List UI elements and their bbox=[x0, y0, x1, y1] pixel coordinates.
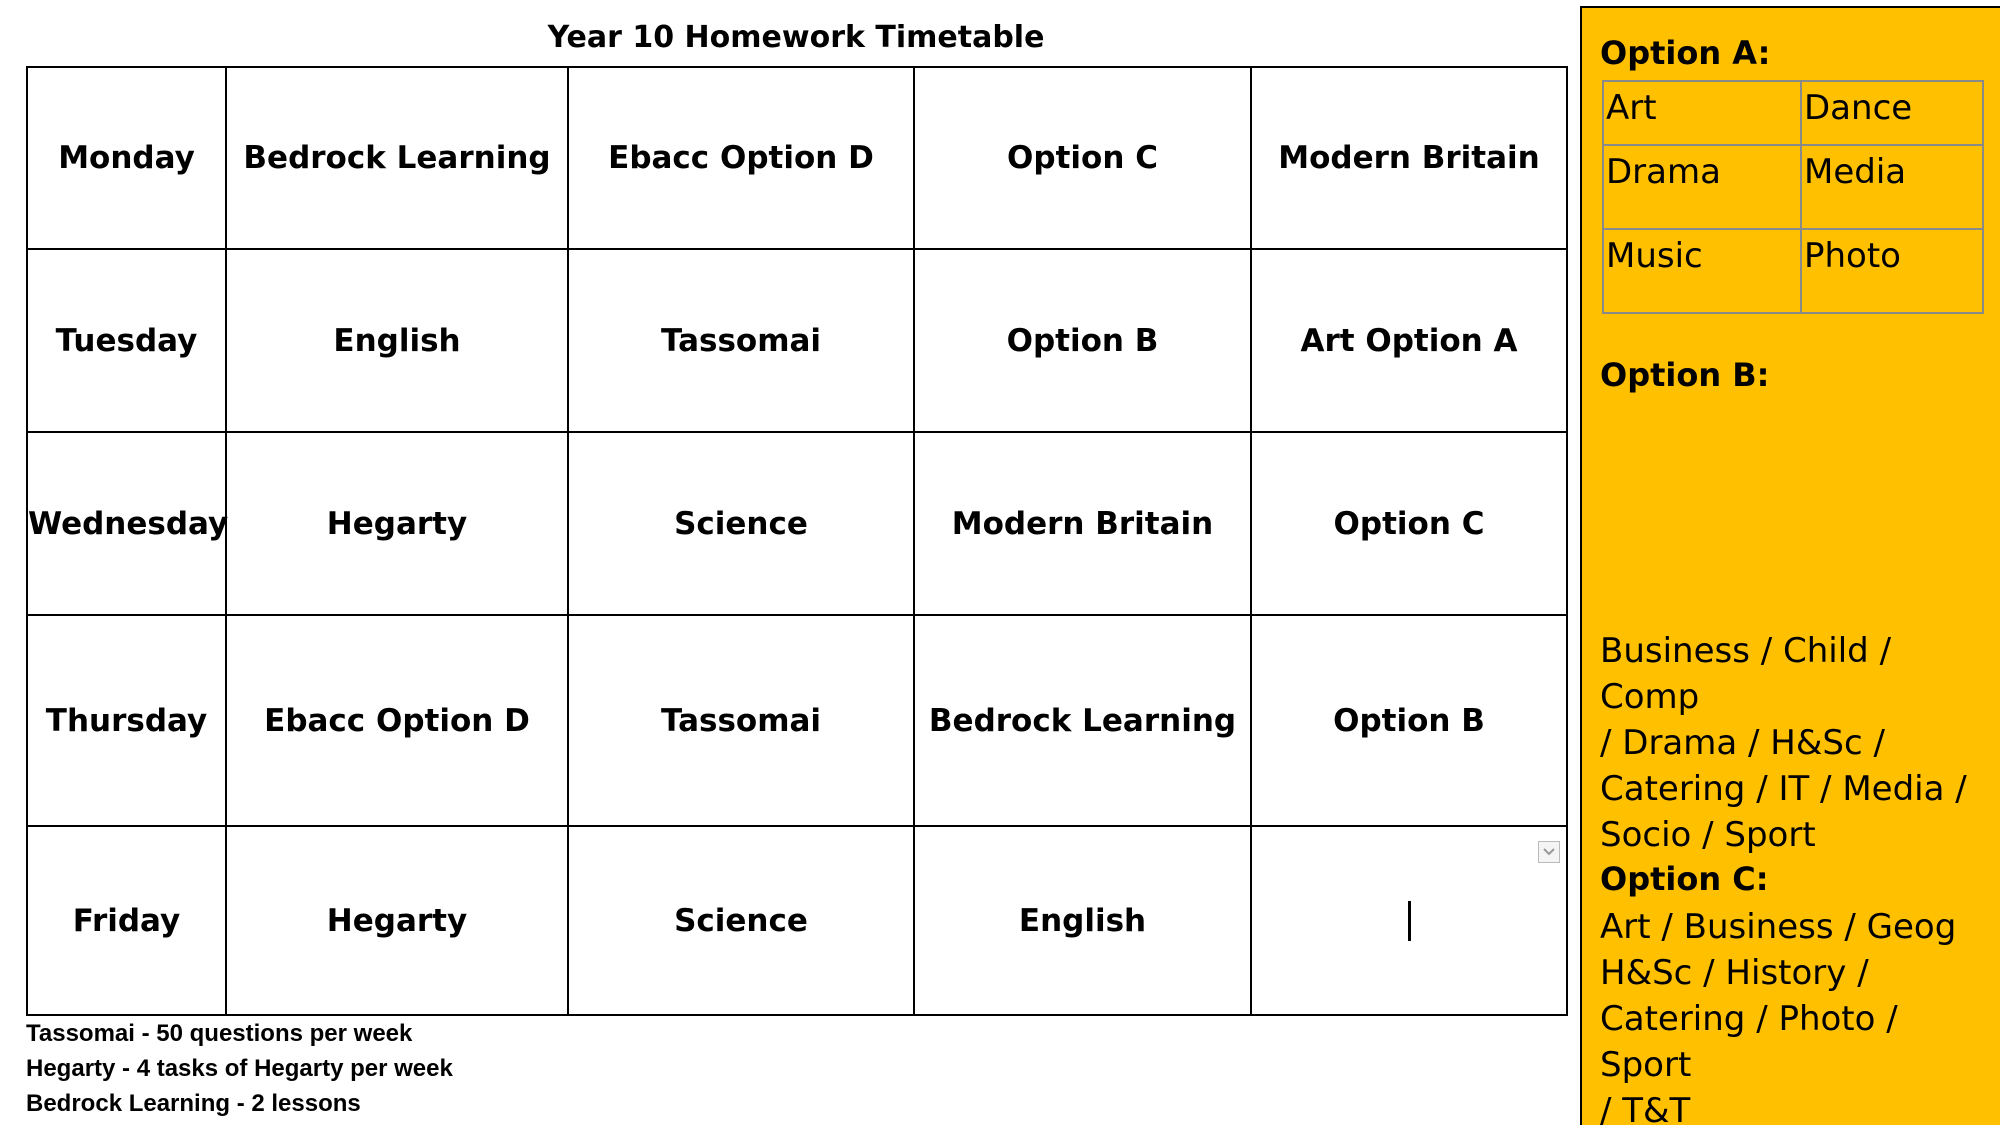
subject-cell[interactable]: Hegarty bbox=[226, 826, 568, 1015]
day-cell[interactable]: Thursday bbox=[27, 615, 226, 826]
day-cell[interactable]: Tuesday bbox=[27, 249, 226, 432]
subject-cell[interactable]: Hegarty bbox=[226, 432, 568, 615]
subject-cell[interactable]: Option C bbox=[1251, 432, 1567, 615]
option-a-subject[interactable]: Media bbox=[1801, 145, 1983, 229]
option-a-grid bbox=[1602, 80, 1984, 314]
text-cursor bbox=[1408, 901, 1411, 941]
subject-cell[interactable]: Science bbox=[568, 432, 914, 615]
day-cell[interactable]: Wednesday bbox=[27, 432, 226, 615]
subject-cell[interactable]: Modern Britain bbox=[914, 432, 1251, 615]
note-tassomai: Tassomai - 50 questions per week bbox=[26, 1020, 413, 1047]
option-a-subject[interactable]: Photo bbox=[1801, 229, 1983, 313]
table-row-thursday bbox=[27, 615, 1567, 826]
option-b-line: Catering / IT / Media / bbox=[1600, 769, 1967, 809]
options-panel bbox=[1580, 6, 2000, 1131]
note-hegarty: Hegarty - 4 tasks of Hegarty per week bbox=[26, 1055, 453, 1082]
homework-timetable bbox=[26, 66, 1568, 1016]
subject-cell[interactable]: Ebacc Option D bbox=[226, 615, 568, 826]
option-a-row bbox=[1603, 229, 1983, 313]
subject-cell[interactable]: Bedrock Learning bbox=[914, 615, 1251, 826]
active-edit-cell[interactable] bbox=[1251, 826, 1567, 1015]
notes bbox=[26, 1016, 453, 1121]
option-c-line: Catering / Photo / Sport bbox=[1600, 999, 1898, 1085]
subject-cell[interactable]: Option C bbox=[914, 67, 1251, 249]
option-c-line: H&Sc / History / bbox=[1600, 953, 1869, 993]
subject-cell[interactable]: Art Option A bbox=[1251, 249, 1567, 432]
option-a-heading: Option A: bbox=[1600, 34, 1771, 72]
option-c-line: / T&T bbox=[1600, 1091, 1691, 1131]
subject-cell[interactable]: Bedrock Learning bbox=[226, 67, 568, 249]
day-cell[interactable]: Monday bbox=[27, 67, 226, 249]
option-c-line: Art / Business / Geog bbox=[1600, 907, 1957, 947]
table-row-friday bbox=[27, 826, 1567, 1015]
option-b-heading: Option B: bbox=[1600, 356, 1770, 394]
option-c-list bbox=[1600, 904, 1980, 1134]
option-a-subject[interactable]: Dance bbox=[1801, 81, 1983, 145]
day-cell[interactable]: Friday bbox=[27, 826, 226, 1015]
option-a-row bbox=[1603, 81, 1983, 145]
subject-cell[interactable]: English bbox=[226, 249, 568, 432]
option-a-subject[interactable]: Art bbox=[1603, 81, 1801, 145]
subject-cell[interactable]: Tassomai bbox=[568, 615, 914, 826]
option-a-subject[interactable]: Music bbox=[1603, 229, 1801, 313]
chevron-down-icon[interactable] bbox=[1538, 841, 1560, 863]
option-b-line: / Drama / H&Sc / bbox=[1600, 723, 1885, 763]
option-b-line: Socio / Sport bbox=[1600, 815, 1816, 855]
option-b-list bbox=[1600, 628, 1980, 858]
page-title: Year 10 Homework Timetable bbox=[547, 20, 1045, 55]
option-a-row bbox=[1603, 145, 1983, 229]
subject-cell[interactable]: Option B bbox=[1251, 615, 1567, 826]
option-a-subject[interactable]: Drama bbox=[1603, 145, 1801, 229]
subject-cell[interactable]: Ebacc Option D bbox=[568, 67, 914, 249]
option-b-line: Business / Child / Comp bbox=[1600, 631, 1892, 717]
option-c-heading: Option C: bbox=[1600, 860, 1769, 898]
note-bedrock: Bedrock Learning - 2 lessons bbox=[26, 1090, 361, 1117]
table-row-tuesday bbox=[27, 249, 1567, 432]
subject-cell[interactable]: English bbox=[914, 826, 1251, 1015]
table-row-wednesday bbox=[27, 432, 1567, 615]
subject-cell[interactable]: Modern Britain bbox=[1251, 67, 1567, 249]
subject-cell[interactable]: Tassomai bbox=[568, 249, 914, 432]
table-row-monday bbox=[27, 67, 1567, 249]
subject-cell[interactable]: Science bbox=[568, 826, 914, 1015]
subject-cell[interactable]: Option B bbox=[914, 249, 1251, 432]
